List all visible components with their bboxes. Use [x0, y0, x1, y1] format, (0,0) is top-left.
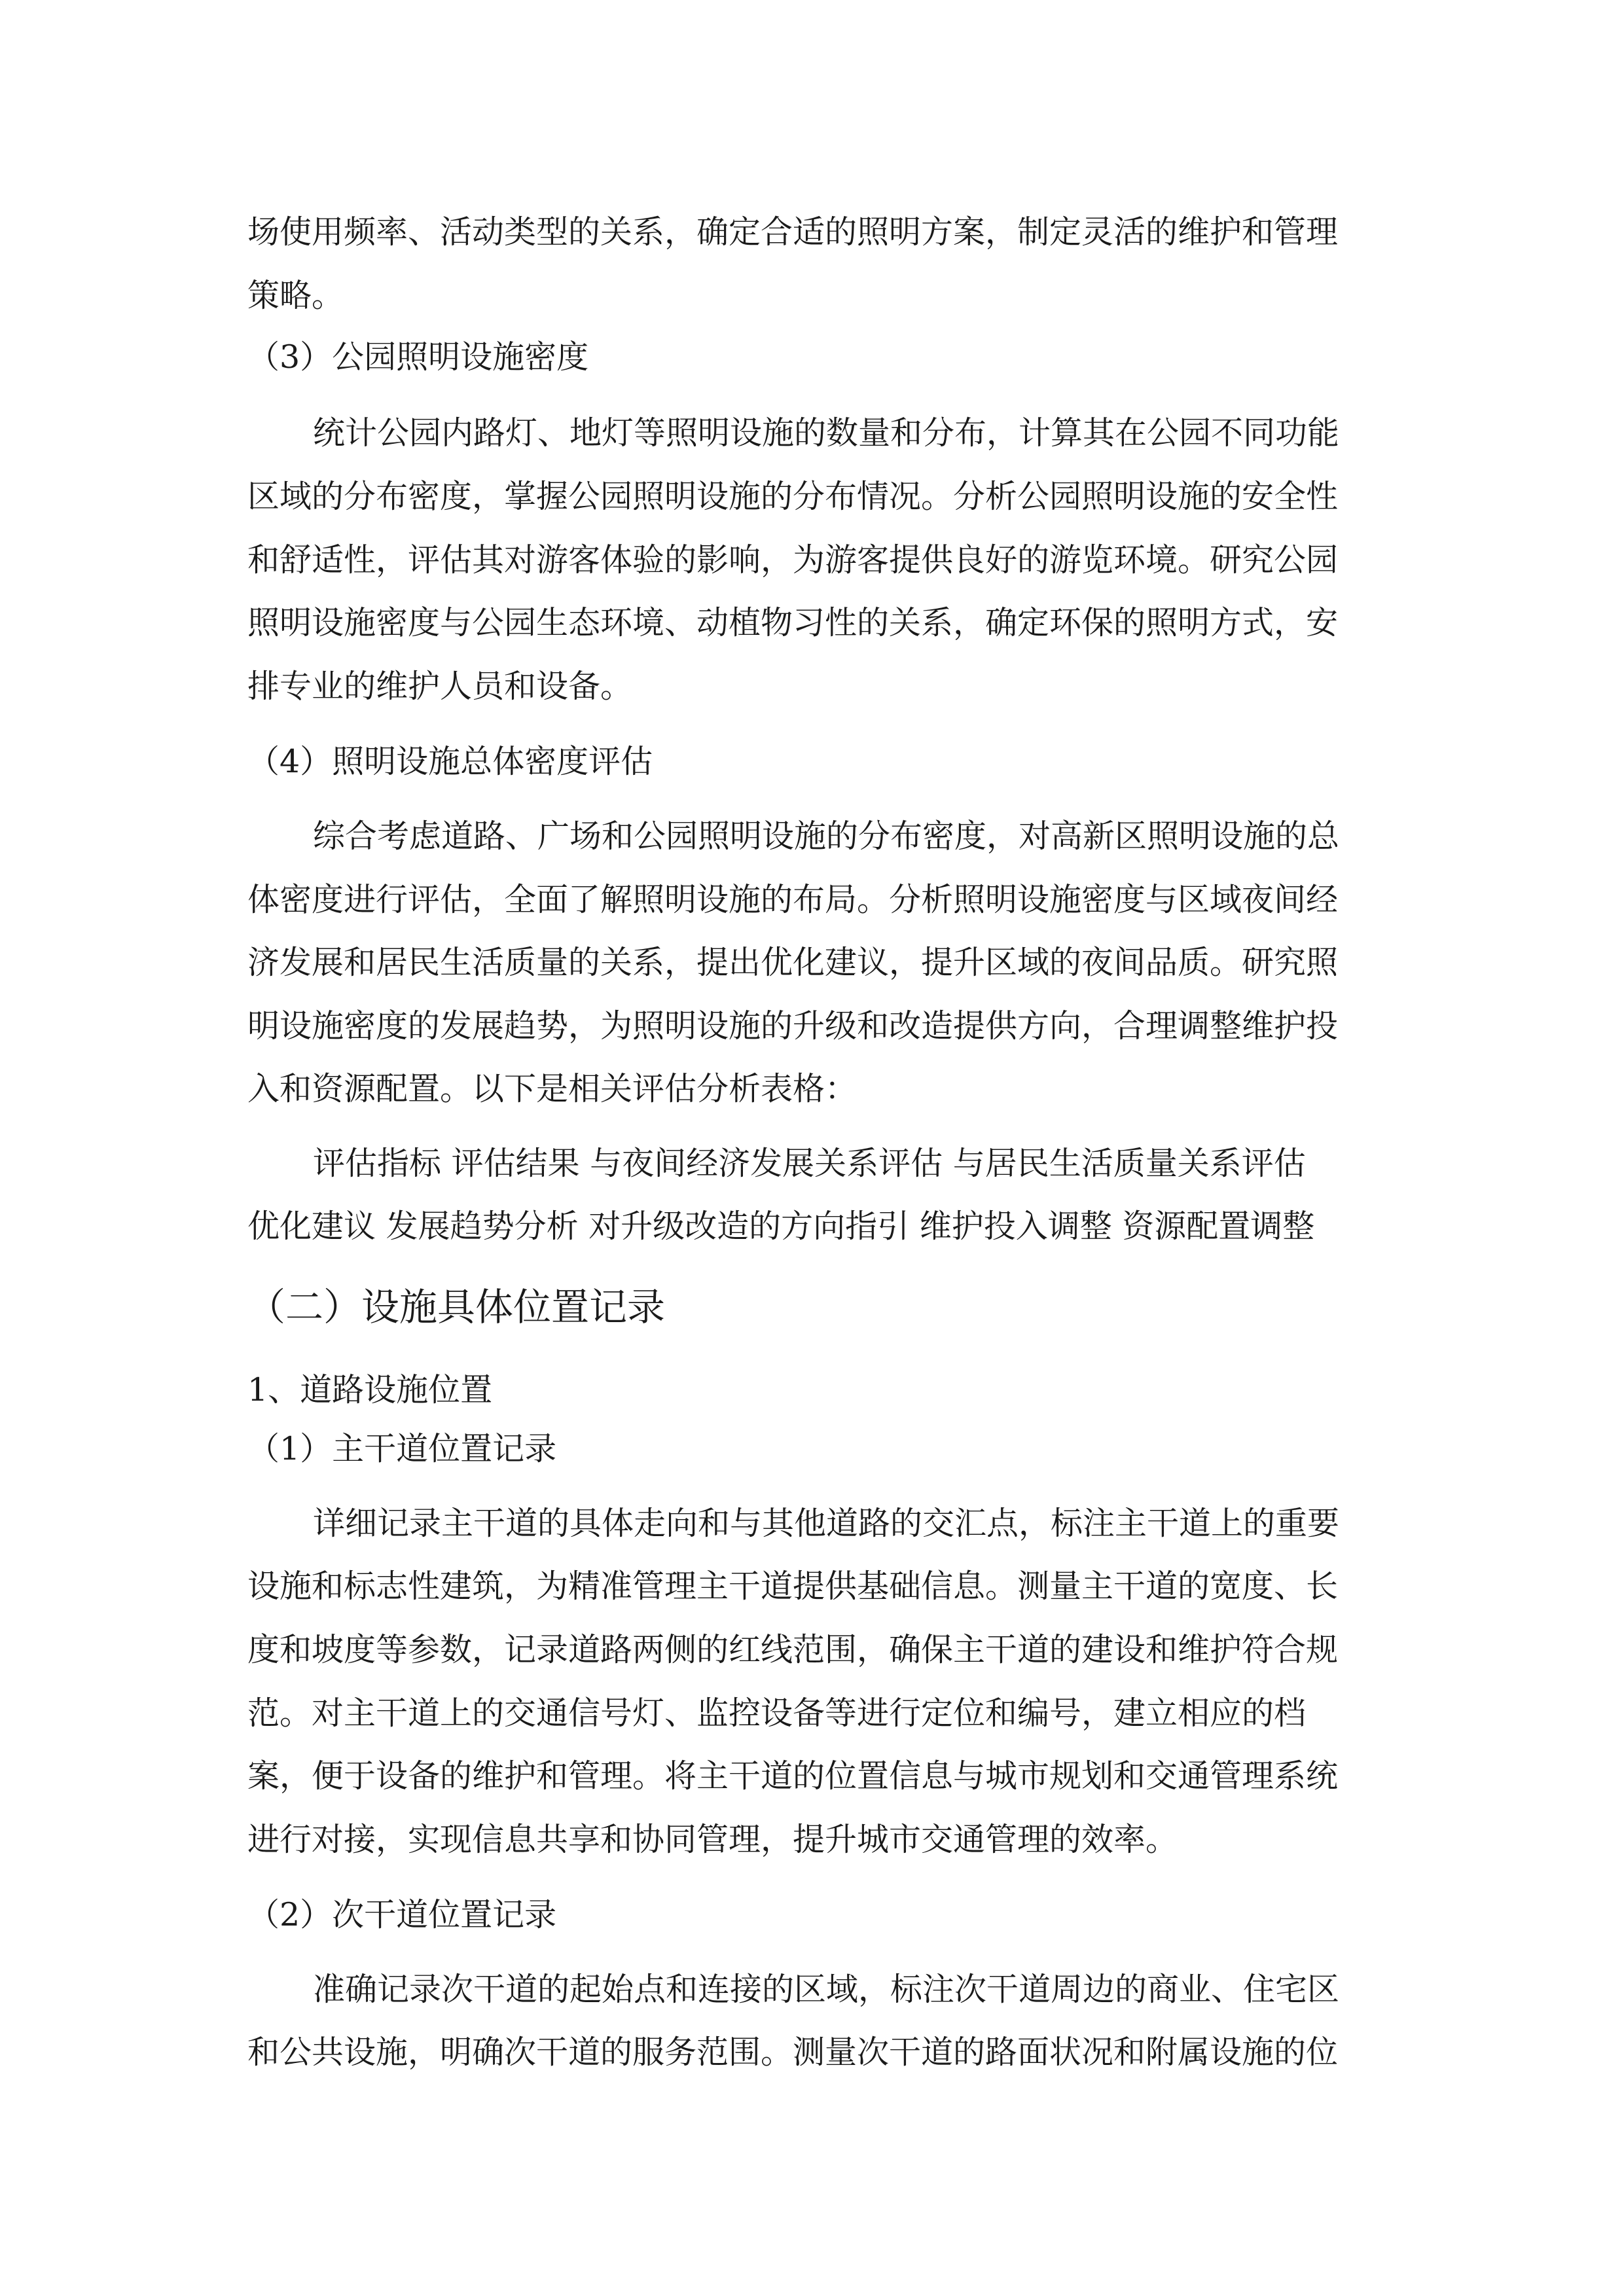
body-text-line: 和公共设施，明确次干道的服务范围。测量次干道的路面状况和附属设施的位 — [247, 2034, 1339, 2071]
body-text-line: 度和坡度等参数，记录道路两侧的红线范围，确保主干道的建设和维护符合规 — [247, 1631, 1339, 1668]
table-header-text: 评估指标 评估结果 与夜间经济发展关系评估 与居民生活质量关系评估 — [313, 1145, 1306, 1182]
body-text-line: 入和资源配置。以下是相关评估分析表格： — [247, 1070, 857, 1107]
subheading: （4）照明设施总体密度评估 — [247, 743, 653, 780]
section-heading: （二）设施具体位置记录 — [247, 1285, 666, 1329]
body-text-line: 体密度进行评估，全面了解照明设施的布局。分析照明设施密度与区域夜间经 — [247, 881, 1339, 918]
body-text-line: 详细记录主干道的具体走向和与其他道路的交汇点，标注主干道上的重要 — [313, 1505, 1340, 1542]
body-text-line: 统计公园内路灯、地灯等照明设施的数量和分布，计算其在公园不同功能 — [313, 414, 1340, 452]
body-text-line: 策略。 — [247, 277, 344, 314]
subheading: （3）公园照明设施密度 — [247, 338, 589, 376]
body-text-line: 照明设施密度与公园生态环境、动植物习性的关系，确定环保的照明方式，安 — [247, 604, 1339, 641]
body-text-line: 区域的分布密度，掌握公园照明设施的分布情况。分析公园照明设施的安全性 — [247, 478, 1339, 515]
body-text-line: 范。对主干道上的交通信号灯、监控设备等进行定位和编号，建立相应的档 — [247, 1695, 1307, 1732]
body-text-line: 排专业的维护人员和设备。 — [247, 668, 633, 705]
body-text-line: 明设施密度的发展趋势，为照明设施的升级和改造提供方向，合理调整维护投 — [247, 1007, 1339, 1045]
subheading: （1）主干道位置记录 — [247, 1430, 557, 1467]
body-text-line: 场使用频率、活动类型的关系，确定合适的照明方案，制定灵活的维护和管理 — [247, 213, 1339, 251]
subsection-heading: 1、道路设施位置 — [247, 1371, 493, 1408]
body-text-line: 设施和标志性建筑，为精准管理主干道提供基础信息。测量主干道的宽度、长 — [247, 1568, 1339, 1605]
table-header-text: 优化建议 发展趋势分析 对升级改造的方向指引 维护投入调整 资源配置调整 — [247, 1208, 1315, 1245]
body-text-line: 济发展和居民生活质量的关系，提出优化建议，提升区域的夜间品质。研究照 — [247, 944, 1339, 981]
body-text-line: 案，便于设备的维护和管理。将主干道的位置信息与城市规划和交通管理系统 — [247, 1757, 1339, 1795]
body-text-line: 和舒适性，评估其对游客体验的影响，为游客提供良好的游览环境。研究公园 — [247, 541, 1339, 579]
body-text-line: 进行对接，实现信息共享和协同管理，提升城市交通管理的效率。 — [247, 1821, 1178, 1858]
body-text-line: 综合考虑道路、广场和公园照明设施的分布密度，对高新区照明设施的总 — [313, 817, 1340, 855]
body-text-line: 准确记录次干道的起始点和连接的区域，标注次干道周边的商业、住宅区 — [313, 1971, 1340, 2008]
subheading: （2）次干道位置记录 — [247, 1896, 557, 1933]
